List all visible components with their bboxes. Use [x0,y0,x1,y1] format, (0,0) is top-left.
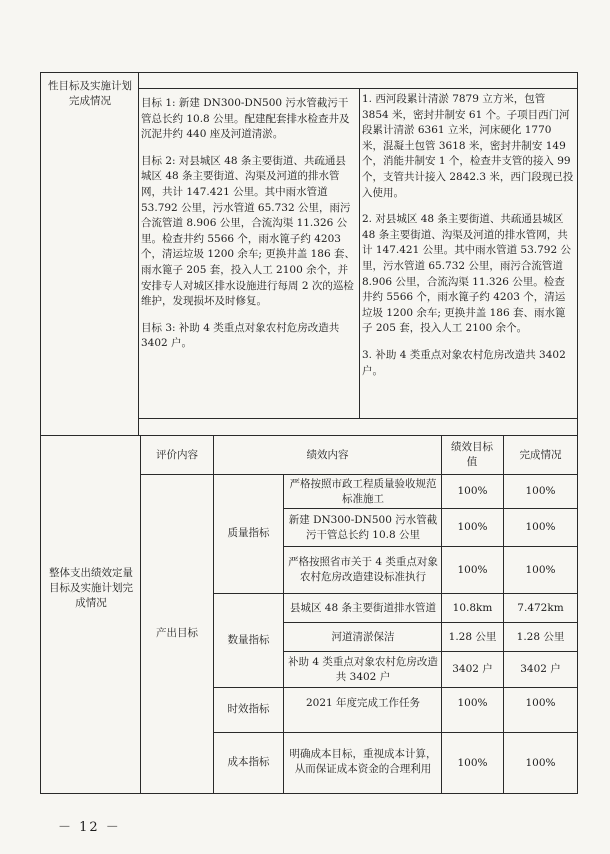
goal-3: 目标 3: 补助 4 类重点对象农村危房改造共 3402 户。 [141,321,340,350]
row-7-result: 100% [525,696,556,709]
header-result: 完成情况 [519,448,562,461]
group-timeliness: 时效指标 [227,703,270,715]
top-divider-label [138,72,139,435]
row-6-content: 补助 4 类重点对象农村危房改造共 3402 户 [288,655,438,683]
group-cost: 成本指标 [227,756,270,768]
completion-3: 3. 补助 4 类重点对象农村危房改造共 3402 户。 [362,348,566,377]
row-6-target: 3402 户 [452,663,493,675]
header-target: 绩效目标值 [451,441,493,468]
row-5-content: 河道清淤保洁 [331,630,395,643]
row-6-result: 3402 户 [520,663,561,675]
top-inner-line-top [138,88,577,89]
goals-column [141,96,356,416]
section-label-quant: 整体支出绩效定量目标及实施计划完成情况 [49,566,133,609]
row-5-target: 1.28 公里 [448,630,497,643]
table-border-right [577,72,578,794]
row-4-target: 10.8km [452,601,493,614]
row-1-result: 100% [525,485,556,497]
row-1-content: 严格按照市政工程质量验收规范标准施工 [289,477,437,505]
completion-2: 2. 对县城区 48 条主要街道、共疏通县城区 48 条主要街道、沟渠及河道的排水管网，共计 147.421 公里。其中雨水管道 53.792 公里，污水管道 65.732 公里，雨污合流管道 8.906 公里，合流沟渠 11.326 公里。检查井约 5566 个，雨水篦子约 4203 个，清运垃圾 1200 余车; 更换井盖 186 套、雨水篦子 205 套，投入人工 2100 余个。 [362,213,572,335]
row-5-result: 1.28 公里 [516,630,565,643]
group-quality: 质量指标 [227,527,270,539]
page-number: － 12 － [58,820,121,835]
top-divider-middle [359,88,360,418]
col-line-3 [283,474,284,794]
row-4-result: 7.472km [517,601,564,614]
category-output: 产出目标 [156,627,198,639]
row-7-target: 100% [457,696,488,709]
top-section-label: 性目标及实施计划完成情况 [48,80,132,107]
row-4-content: 县城区 48 条主要街道排水管道 [289,601,437,614]
goal-1: 目标 1: 新建 DN300-DN500 污水管截污干管总长约 10.8 公里。配建配套排水检查井及沉泥井约 440 座及河道清淤。 [141,97,350,141]
row-7-content: 2021 年度完成工作任务 [305,696,421,709]
header-content: 绩效内容 [306,448,349,461]
row-2-result: 100% [525,521,556,533]
row-2-target: 100% [457,521,488,533]
goal-2: 目标 2: 对县城区 48 条主要街道、共疏通县城区 48 条主要街道、沟渠及河道的排水管网，共计 147.421 公里。其中雨水管道 53.792 公里，污水管道 65.732 公里，雨污合流管道 8.906 公里，合流沟渠 11.326 公里。检查井约 5566 个，雨水篦子约 4203 个，清运垃圾 1200 余车; 更换井盖 186 套、雨水篦子 205 套，投入人工 2100 余个，并安排专人对城区排水设施进行每周 2 次的巡检维护，发现损坏及时修复。 [141,154,355,308]
group-quantity: 数量指标 [227,633,270,646]
header-eval: 评价内容 [156,448,198,461]
table-border-left [40,72,41,794]
top-inner-line-bottom [138,418,577,419]
row-1-target: 100% [457,485,488,497]
completion-column [362,92,575,416]
row-8-content: 明确成本目标，重视成本计算，从而保证成本资金的合理利用 [289,748,437,775]
table-border-bottom [40,793,578,794]
table-border-top [40,72,578,73]
row-8-result: 100% [525,756,556,769]
row-3-content: 严格按照省市关于 4 类重点对象农村危房改造建设标准执行 [288,556,438,583]
row-3-result: 100% [525,563,556,576]
row-3-target: 100% [457,563,488,576]
row-2-content: 新建 DN300-DN500 污水管截污干管总长约 10.8 公里 [288,513,438,541]
row-8-target: 100% [457,756,488,769]
completion-1: 1. 西河段累计清淤 7879 立方米，包管 3854 米，密封井制安 61 个。子项目西门河段累计清淤 6361 立米，河床硬化 1770 米，混凝土包管 3618 米，密封井制安 149 个，消能井制安 1 个，检查井支管的接入 99 个，支管共计接入 2842.3 米，西门段现已投入使用。 [362,93,574,199]
